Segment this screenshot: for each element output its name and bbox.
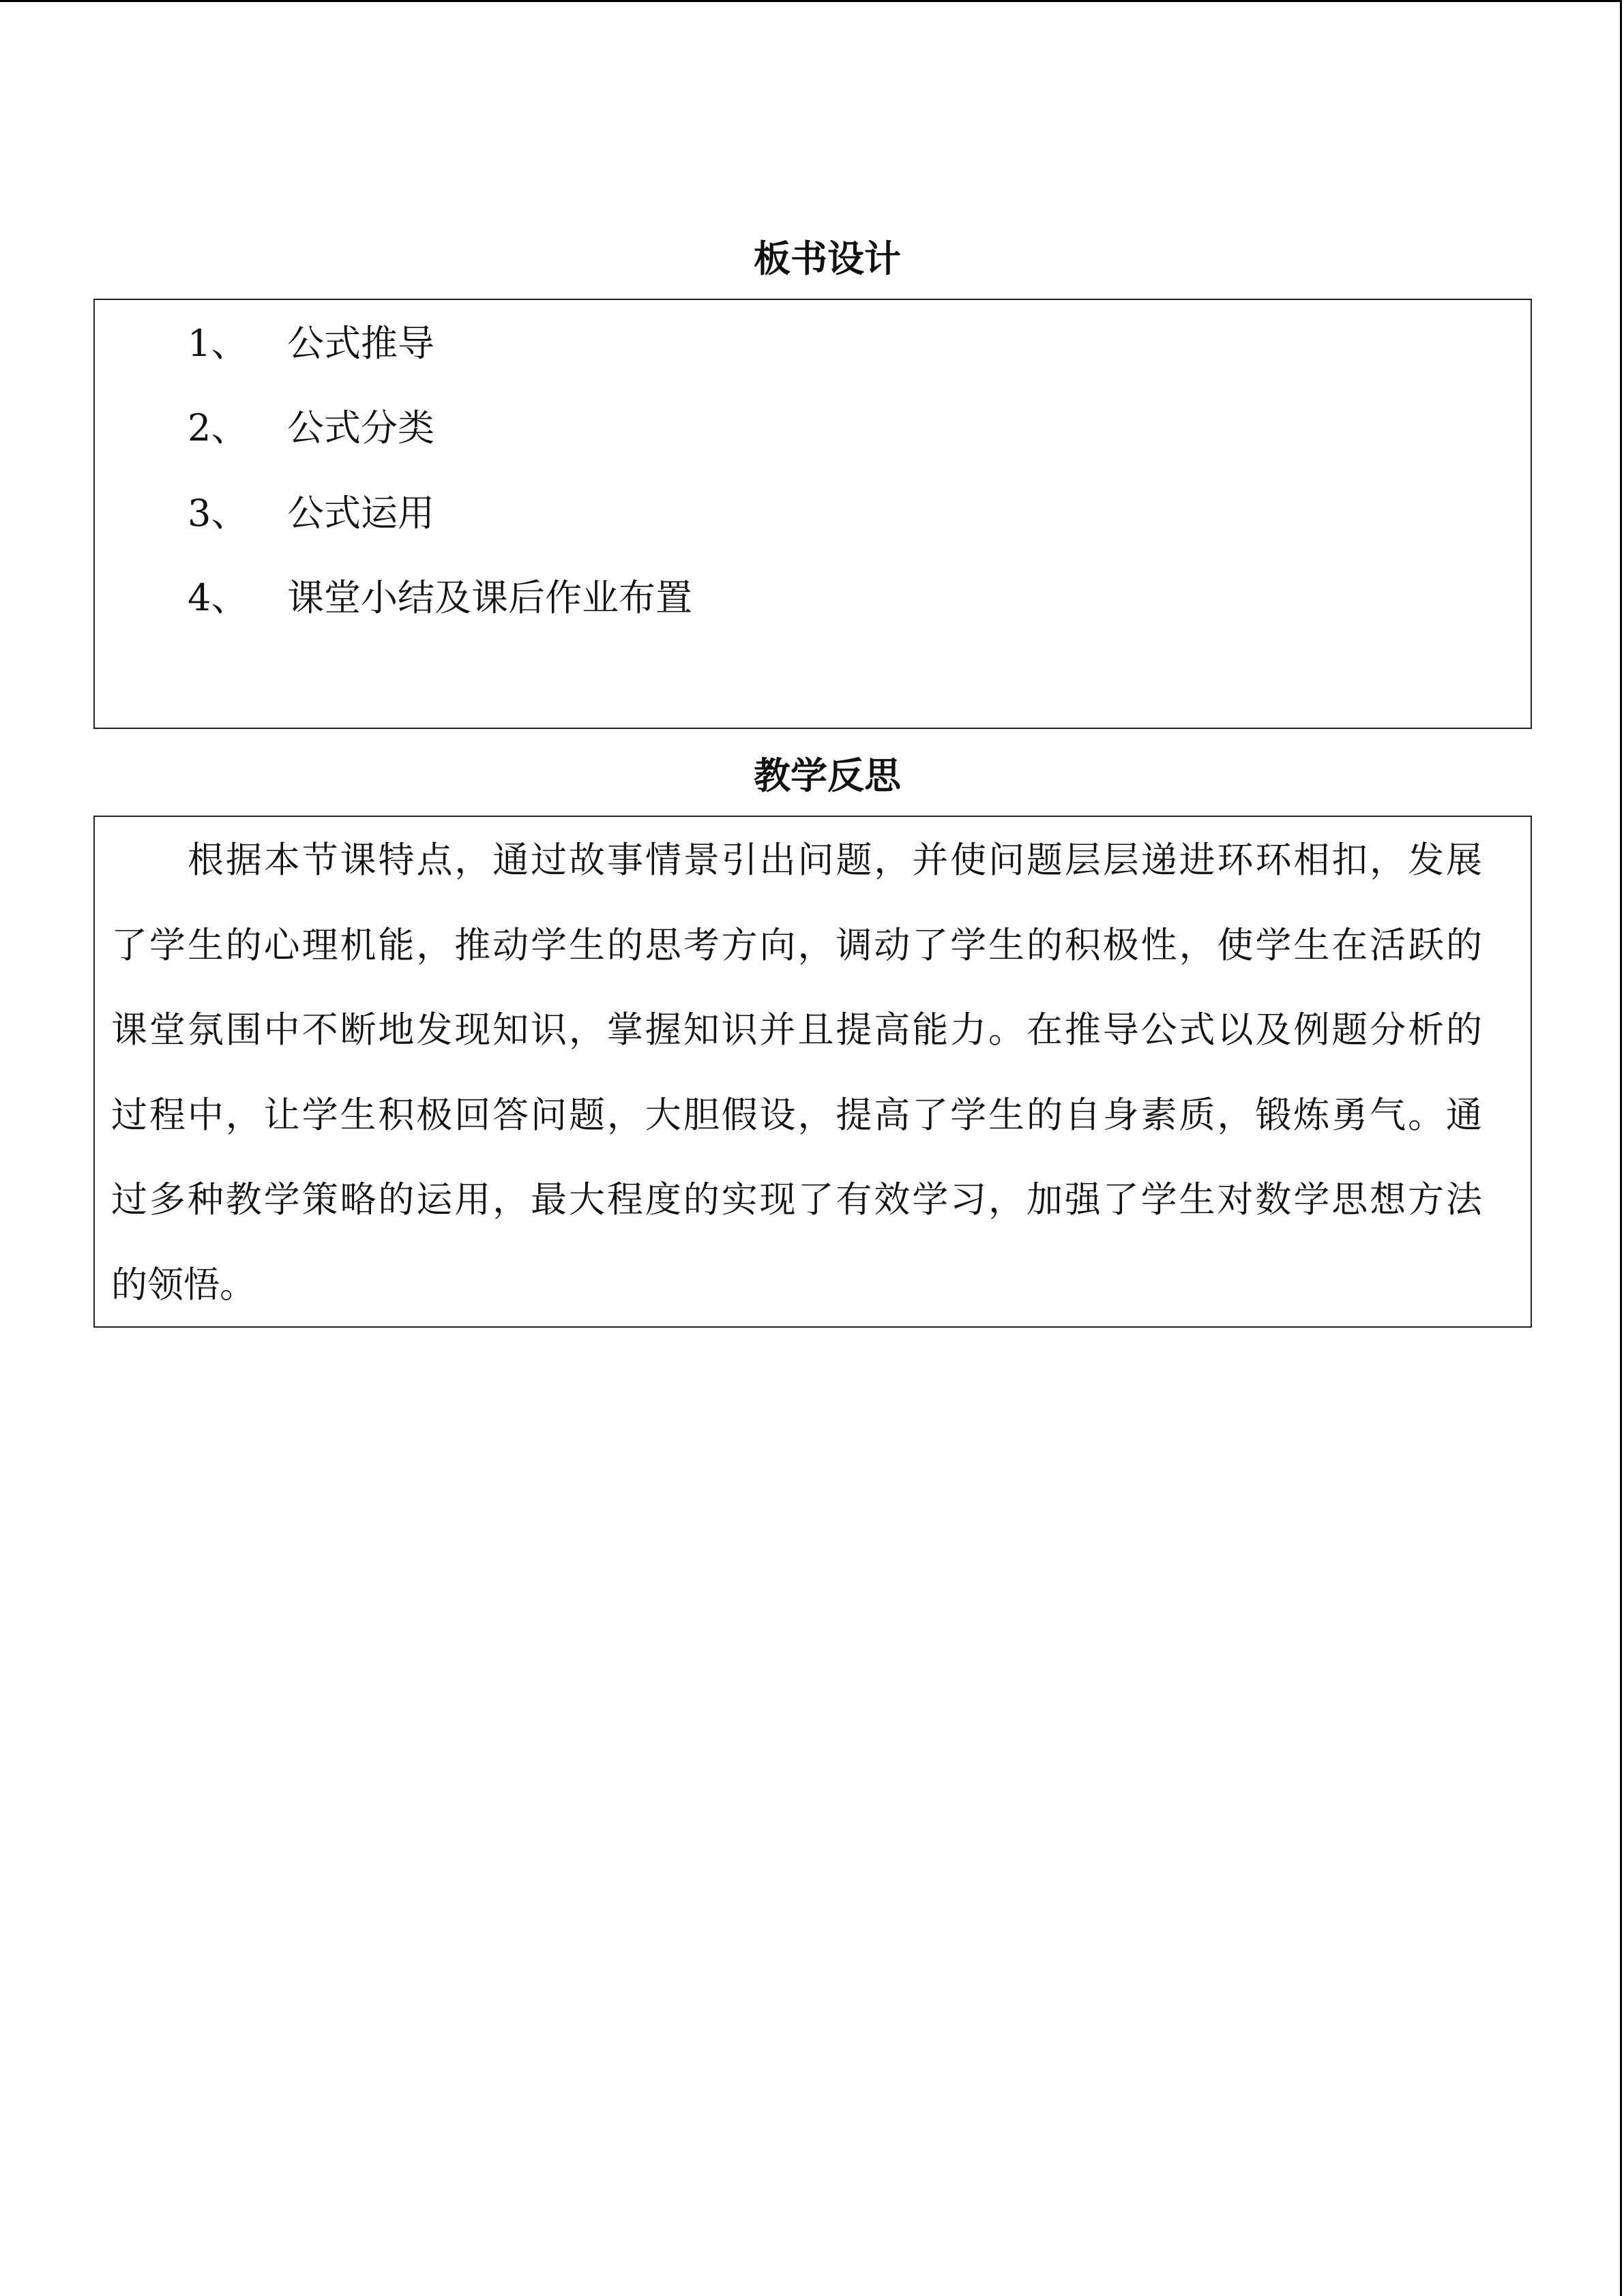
board-item-number: 4、 xyxy=(188,576,248,619)
board-item xyxy=(95,471,1531,556)
reflection-line: 了学生的心理机能，推动学生的思考方向，调动了学生的积极性，使学生在活跃的 xyxy=(111,925,1482,966)
board-item-label: 公式推导 xyxy=(287,322,434,365)
board-item-number: 1、 xyxy=(188,322,248,365)
board-item-label: 公式运用 xyxy=(287,492,434,535)
board-item xyxy=(95,386,1531,471)
reflection-line: 的领悟。 xyxy=(111,1264,256,1306)
board-item-label: 课堂小结及课后作业布置 xyxy=(287,576,692,619)
board-item xyxy=(95,556,1531,640)
board-item-number: 3、 xyxy=(188,492,248,535)
teaching-reflection-box xyxy=(93,816,1532,1328)
board-item-number: 2、 xyxy=(188,406,248,449)
teaching-reflection-title: 教学反思 xyxy=(754,754,901,797)
reflection-line: 过程中，让学生积极回答问题，大胆假设，提高了学生的自身素质，锻炼勇气。通 xyxy=(111,1094,1482,1136)
reflection-line: 课堂氛围中不断地发现知识，掌握知识并且提高能力。在推导公式以及例题分析的 xyxy=(111,1009,1482,1051)
reflection-line: 过多种教学策略的运用，最大程度的实现了有效学习，加强了学生对数学思想方法 xyxy=(111,1179,1482,1221)
board-design-box xyxy=(93,299,1532,729)
board-design-title: 板书设计 xyxy=(754,237,901,280)
reflection-line: 根据本节课特点，通过故事情景引出问题，并使问题层层递进环环相扣，发展 xyxy=(188,839,1482,881)
board-item xyxy=(95,301,1531,386)
board-item-label: 公式分类 xyxy=(287,406,434,449)
